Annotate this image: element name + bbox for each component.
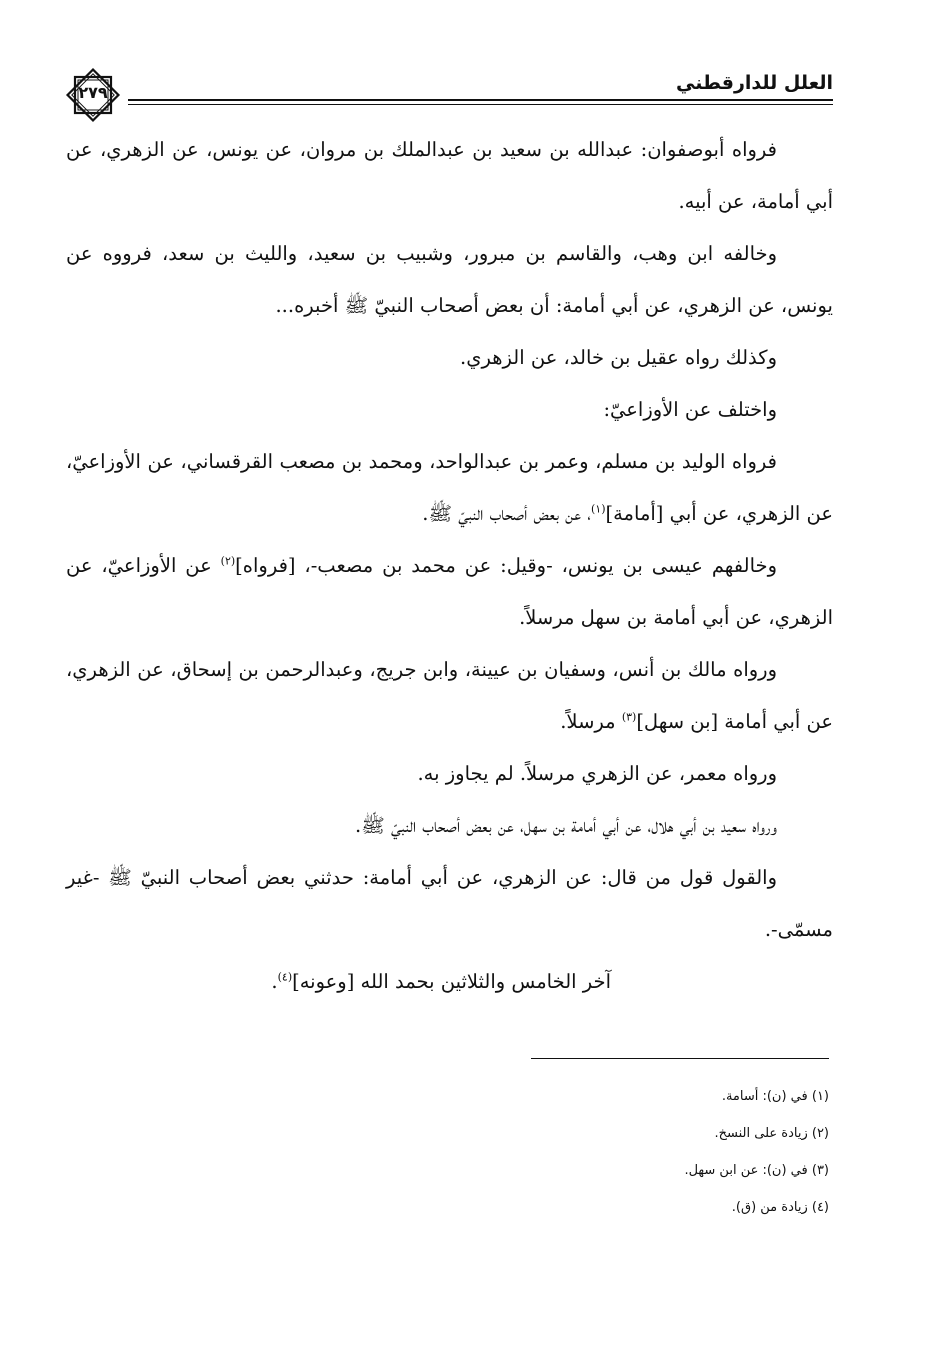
paragraph-text: واختلف عن الأوزاعيّ: xyxy=(603,398,777,421)
main-text xyxy=(66,124,833,1008)
paragraph-text: ورواه سعيد بن أبي هلال، عن أبي أمامة بن سهل، عن بعض أصحاب النبيّ ﷺ. xyxy=(355,814,777,837)
paragraph xyxy=(66,384,833,436)
footnote-marker: (٢) xyxy=(220,554,236,568)
page-number-badge xyxy=(62,64,124,126)
footnote: (١) في (ن): أسامة. xyxy=(721,1089,829,1104)
closing-line xyxy=(66,956,833,1008)
closing-text: . xyxy=(271,970,278,993)
paragraph-text: مرسلاً. xyxy=(560,710,622,733)
paragraph-text: فرواه أبوصفوان: عبدالله بن سعيد بن عبدالملك بن مروان، عن يونس، عن الزهري، عن أبي أمامة، عن أبيه. xyxy=(66,138,833,213)
paragraph xyxy=(66,228,833,332)
footnote: (٤) زيادة من (ق). xyxy=(731,1200,829,1215)
closing-text: آخر الخامس والثلاثين بحمد الله [وعونه] xyxy=(292,970,611,993)
paragraph xyxy=(66,332,833,384)
paragraph xyxy=(66,124,833,228)
footnote-marker: (٤) xyxy=(277,970,293,984)
footnote-separator xyxy=(531,1058,829,1059)
footnote-marker: (١) xyxy=(590,502,606,516)
paragraph-text: وخالفهم عيسى بن يونس، -وقيل: عن محمد بن مصعب-، [فرواه] xyxy=(235,554,777,577)
header-rule-thin xyxy=(128,104,833,105)
footnote-marker: (٣) xyxy=(621,710,637,724)
paragraph xyxy=(66,644,833,748)
footnote: (٣) في (ن): عن ابن سهل. xyxy=(684,1163,829,1178)
paragraph xyxy=(66,800,833,852)
paragraph xyxy=(66,436,833,540)
footnote: (٢) زيادة على النسخ. xyxy=(714,1126,829,1141)
paragraph xyxy=(66,540,833,644)
paragraph xyxy=(66,852,833,956)
running-header-title: العلل للدارقطني xyxy=(676,72,833,94)
footnotes xyxy=(429,1078,829,1226)
paragraph-text: فرواه الوليد بن مسلم، وعمر بن عبدالواحد، ومحمد بن مصعب القرقساني، عن الأوزاعيّ، عن الزهري، عن أبي [أمامة] xyxy=(66,450,833,525)
paragraph-text: وكذلك رواه عقيل بن خالد، عن الزهري. xyxy=(460,346,777,369)
paragraph xyxy=(66,748,833,800)
paragraph-text: عن الأوزاعيّ، عن الزهري، عن أبي أمامة بن سهل مرسلاً. xyxy=(66,554,833,629)
page-number: ٢٧٩ xyxy=(78,83,108,102)
paragraph-text: ورواه معمر، عن الزهري مرسلاً. لم يجاوز به. xyxy=(417,762,777,785)
paragraph-text: ، عن بعض أصحاب النبيّ ﷺ. xyxy=(422,502,591,525)
paragraph-text: ورواه مالك بن أنس، وسفيان بن عيينة، وابن جريج، وعبدالرحمن بن إسحاق، عن الزهري، عن أبي أمامة [بن سهل] xyxy=(66,658,833,733)
paragraph-text: وخالفه ابن وهب، والقاسم بن مبرور، وشبيب بن سعيد، والليث بن سعد، فرووه عن يونس، عن الزهري، عن أبي أمامة: أن بعض أصحاب النبيّ ﷺ أخبره... xyxy=(66,242,833,317)
paragraph-text: والقول قول من قال: عن الزهري، عن أبي أمامة: حدثني بعض أصحاب النبيّ ﷺ -غير مسمّى-. xyxy=(66,866,833,941)
header-rule xyxy=(128,99,833,101)
